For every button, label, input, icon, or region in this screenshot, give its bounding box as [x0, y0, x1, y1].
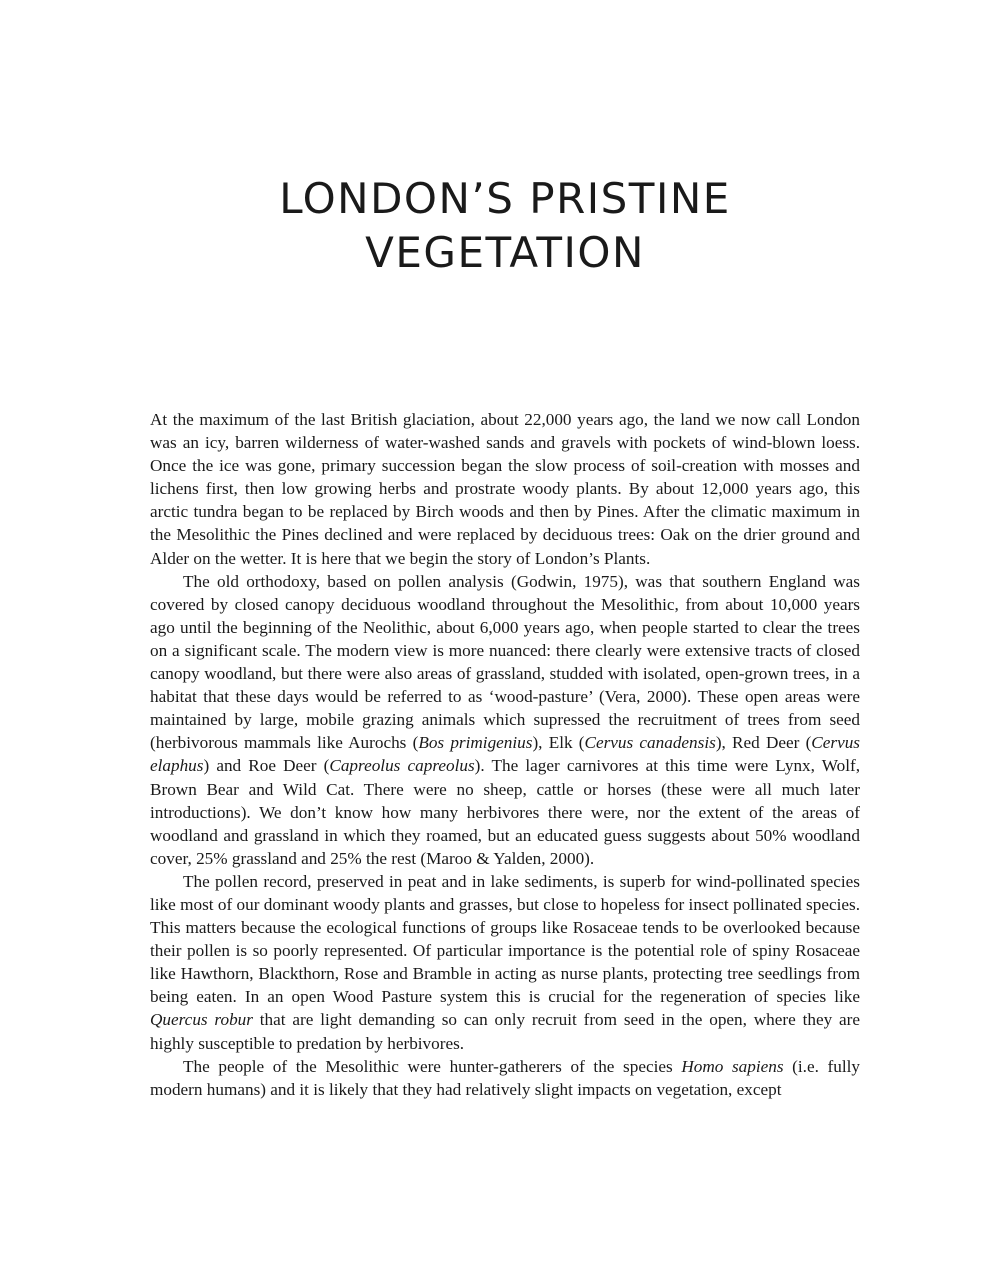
paragraph-text: The people of the Mesolithic were hunter-gatherers of the species	[183, 1056, 682, 1076]
paragraph-text: The pollen record, preserved in peat and in lake sediments, is superb for wind-pollinated species like most of our dominant woody plants and grasses, but close to hopeless for insect pollinated species. This matters because the ecological functions of groups like Rosaceae tends to be overlooked because their pollen is so poorly represented. Of particular importance is the potential role of spiny Rosaceae like Hawthorn, Blackthorn, Rose and Bramble in acting as nurse plants, protecting tree seedlings from being eaten. In an open Wood Pasture system this is crucial for the regeneration of species like	[150, 871, 860, 1007]
chapter-title-line-1: LONDON’S PRISTINE	[279, 174, 731, 223]
paragraph-1	[150, 408, 860, 570]
species-name: Cervus elaphus	[150, 733, 860, 776]
chapter-title	[150, 172, 860, 280]
body-text	[150, 408, 860, 1101]
species-name: Homo sapiens	[681, 1056, 784, 1076]
species-name: Cervus canadensis	[584, 733, 716, 753]
species-name: Capreolus capreolus	[329, 756, 475, 776]
paragraph-text: At the maximum of the last British glaciation, about 22,000 years ago, the land we now call London was an icy, barren wilderness of water-washed sands and gravels with pockets of wind-blown loess. Once the ice was gone, primary succession began the slow process of soil-creation with mosses and lichens first, then low growing herbs and prostrate woody plants. By about 12,000 years ago, this arctic tundra began to be replaced by Birch woods and then by Pines. After the climatic maximum in the Mesolithic the Pines declined and were replaced by deciduous trees: Oak on the drier ground and Alder on the wetter. It is here that we begin the story of London’s Plants.	[150, 410, 860, 568]
paragraph-4	[150, 1055, 860, 1101]
paragraph-text: ), Elk (	[532, 733, 585, 753]
paragraph-text: ). The lager carnivores at this time were Lynx, Wolf, Brown Bear and Wild Cat. There were no sheep, cattle or horses (these were all much later introductions). We don’t know how many herbivores there were, nor the extent of the areas of woodland and grassland in which they roamed, but an educated guess suggests about 50% woodland cover, 25% grassland and 25% the rest (Maroo & Yalden, 2000).	[150, 756, 861, 868]
species-name: Quercus robur	[150, 1010, 253, 1030]
paragraph-text: that are light demanding so can only recruit from seed in the open, where they are highly susceptible to predation by herbivores.	[150, 1010, 860, 1053]
paragraph-2	[150, 570, 860, 870]
species-name: Bos primigenius	[418, 733, 533, 753]
paragraph-text: The old orthodoxy, based on pollen analysis (Godwin, 1975), was that southern England was covered by closed canopy deciduous woodland throughout the Mesolithic, from about 10,000 years ago until the beginning of the Neolithic, about 6,000 years ago, when people started to clear the trees on a significant scale. The modern view is more nuanced: there clearly were extensive tracts of closed canopy woodland, but there were also areas of grassland, studded with isolated, open-grown trees, in a habitat that these days would be referred to as ‘wood-pasture’ (Vera, 2000). These open areas were maintained by large, mobile grazing animals which supressed the recruitment of trees from seed (herbivorous mammals like Aurochs (	[150, 571, 860, 753]
chapter-title-line-2: VEGETATION	[365, 228, 645, 277]
paragraph-text: ), Red Deer (	[715, 733, 812, 753]
paragraph-text: ) and Roe Deer (	[203, 756, 330, 776]
paragraph-3	[150, 870, 860, 1055]
paragraph-text: (i.e. fully modern humans) and it is likely that they had relatively slight impacts on vegetation, except	[150, 1056, 860, 1099]
